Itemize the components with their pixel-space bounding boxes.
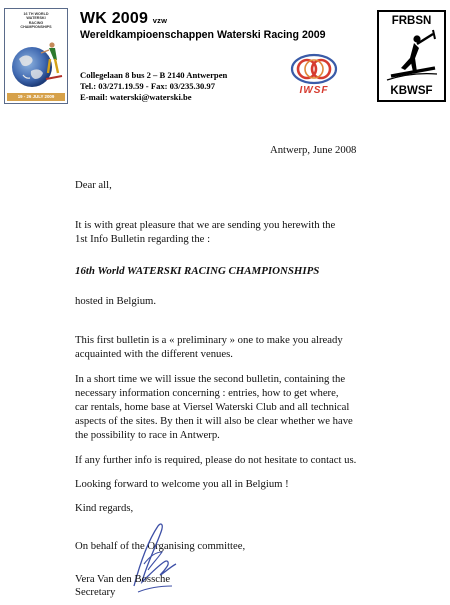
poster-title: 16 TH WORLD WATERSKI RACING CHAMPIONSHIPS	[20, 12, 52, 29]
phone-fax-line: Tel.: 03/271.19.59 - Fax: 03/235.30.97	[80, 81, 216, 91]
salutation: Dear all,	[75, 179, 112, 191]
looking-forward-line: Looking forward to welcome you all in Belgium !	[75, 478, 289, 490]
preliminary-line-1: This first bulletin is a « preliminary » one to make you already	[75, 334, 343, 346]
org-subtitle: Wereldkampioenschappen Waterski Racing 2009	[80, 29, 326, 41]
second-bulletin-line-3: car rentals, home base at Viersel Waterski Club and all technical	[75, 401, 350, 413]
iwsf-logo	[286, 52, 342, 100]
hosted-line: hosted in Belgium.	[75, 295, 157, 307]
iwsf-logo-text: IWSF	[299, 85, 329, 96]
intro-line-2: 1st Info Bulletin regarding the :	[75, 233, 211, 245]
event-title: 16th World WATERSKI RACING CHAMPIONSHIPS	[75, 265, 320, 277]
contact-line: If any further info is required, please do not hesitate to contact us.	[75, 454, 357, 466]
globe-skier-icon	[5, 9, 68, 104]
signer-title: Secretary	[75, 586, 116, 598]
org-name: WK 2009 vzw	[80, 10, 168, 27]
signer-name: Vera Van den Bossche	[75, 573, 171, 585]
second-bulletin-line-4: aspects of the sites. By then it will also be clear whether we have	[75, 415, 353, 427]
address-line: Collegelaan 8 bus 2 – B 2140 Antwerpen	[80, 70, 228, 80]
federation-bottom-text: KBWSF	[390, 85, 433, 97]
poster-dates: 19 - 26 JULY 2009	[7, 93, 65, 101]
on-behalf-line: On behalf of the Organising committee,	[75, 540, 246, 552]
federation-top-text: FRBSN	[391, 15, 432, 27]
intro-line-1: It is with great pleasure that we are sending you herewith the	[75, 219, 336, 231]
org-suffix: vzw	[152, 16, 168, 25]
letter-date: Antwerp, June 2008	[270, 144, 357, 156]
rings-icon	[286, 52, 342, 86]
closing: Kind regards,	[75, 502, 134, 514]
preliminary-line-2: acquainted with the different venues.	[75, 348, 233, 360]
email-line: E-mail: waterski@waterski.be	[80, 92, 192, 102]
federation-logo	[377, 10, 446, 102]
second-bulletin-line-2: necessary information concerning : entries, how to get where,	[75, 387, 339, 399]
second-bulletin-line-5: the possibility to race in Antwerp.	[75, 429, 220, 441]
second-bulletin-line-1: In a short time we will issue the second bulletin, containing the	[75, 373, 346, 385]
championship-poster-logo	[4, 8, 68, 104]
